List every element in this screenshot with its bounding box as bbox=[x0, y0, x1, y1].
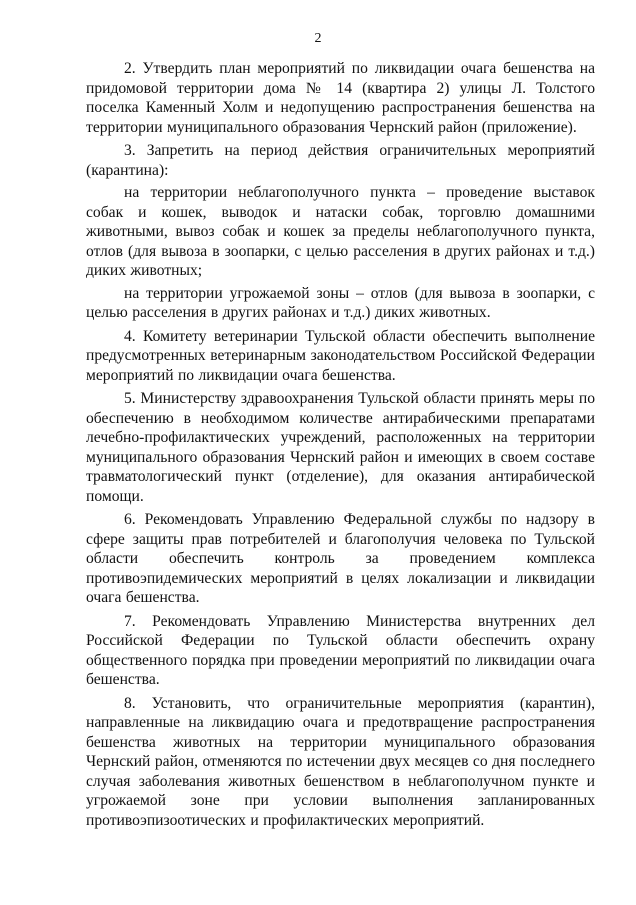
paragraph-item-8: 8. Установить, что ограничительные мероприятия (карантин), направленные на ликвидацию очага и предотвращение распространения бешенства животных на территории муниципального образования Чернский район, отменяются по истечении двух месяцев со дня последнего случая заболевания животных бешенством в неблагополучном пункте и угрожаемой зоне при условии выполнения запланированных противоэпизоотических и профилактических мероприятий. bbox=[86, 694, 595, 829]
paragraph-item-6: 6. Рекомендовать Управлению Федеральной службы по надзору в сфере защиты прав потребителей и благополучия человека по Тульской области обеспечить контроль за проведением комплекса противоэпидемических мероприятий в целях локализации и ликвидации очага бешенства. bbox=[86, 511, 595, 606]
paragraph-item-4: 4. Комитету ветеринарии Тульской области обеспечить выполнение предусмотренных ветеринарным законодательством Российской Федерации мероприятий по ликвидации очага бешенства. bbox=[86, 327, 595, 384]
document-body bbox=[86, 59, 595, 830]
paragraph-item-2: 2. Утвердить план мероприятий по ликвидации очага бешенства на придомовой территории дома № 14 (квартира 2) улицы Л. Толстого поселка Каменный Холм и недопущению распространения бешенства на территории муниципального образования Чернский район (приложение). bbox=[86, 60, 595, 136]
paragraph-item-7: 7. Рекомендовать Управлению Министерства внутренних дел Российской Федерации по Тульской области обеспечить охрану общественного порядка при проведении мероприятий по ликвидации очага бешенства. bbox=[86, 612, 595, 688]
paragraph-item-3-subitem-2: на территории угрожаемой зоны – отлов (для вывоза в зоопарки, с целью расселения в других районах и т.д.) диких животных. bbox=[86, 284, 595, 321]
paragraph-item-5: 5. Министерству здравоохранения Тульской области принять меры по обеспечению в необходимом количестве антирабическими препаратами лечебно-профилактических учреждений, расположенных на территории муниципального образования Чернский район и имеющих в своем составе травматологический пункт (отделение), для оказания антирабической помощи. bbox=[86, 390, 595, 505]
page-number: 2 bbox=[314, 31, 322, 46]
paragraph-item-3: 3. Запретить на период действия ограничительных мероприятий (карантина): bbox=[86, 142, 595, 179]
paragraph-item-3-subitem-1: на территории неблагополучного пункта – проведение выставок собак и кошек, выводок и натаски собак, торговлю домашними животными, вывоз собак и кошек за пределы неблагополучного пункта, отлов (для вывоза в зоопарки, с целью расселения в других районах и т.д.) диких животных; bbox=[86, 184, 595, 279]
